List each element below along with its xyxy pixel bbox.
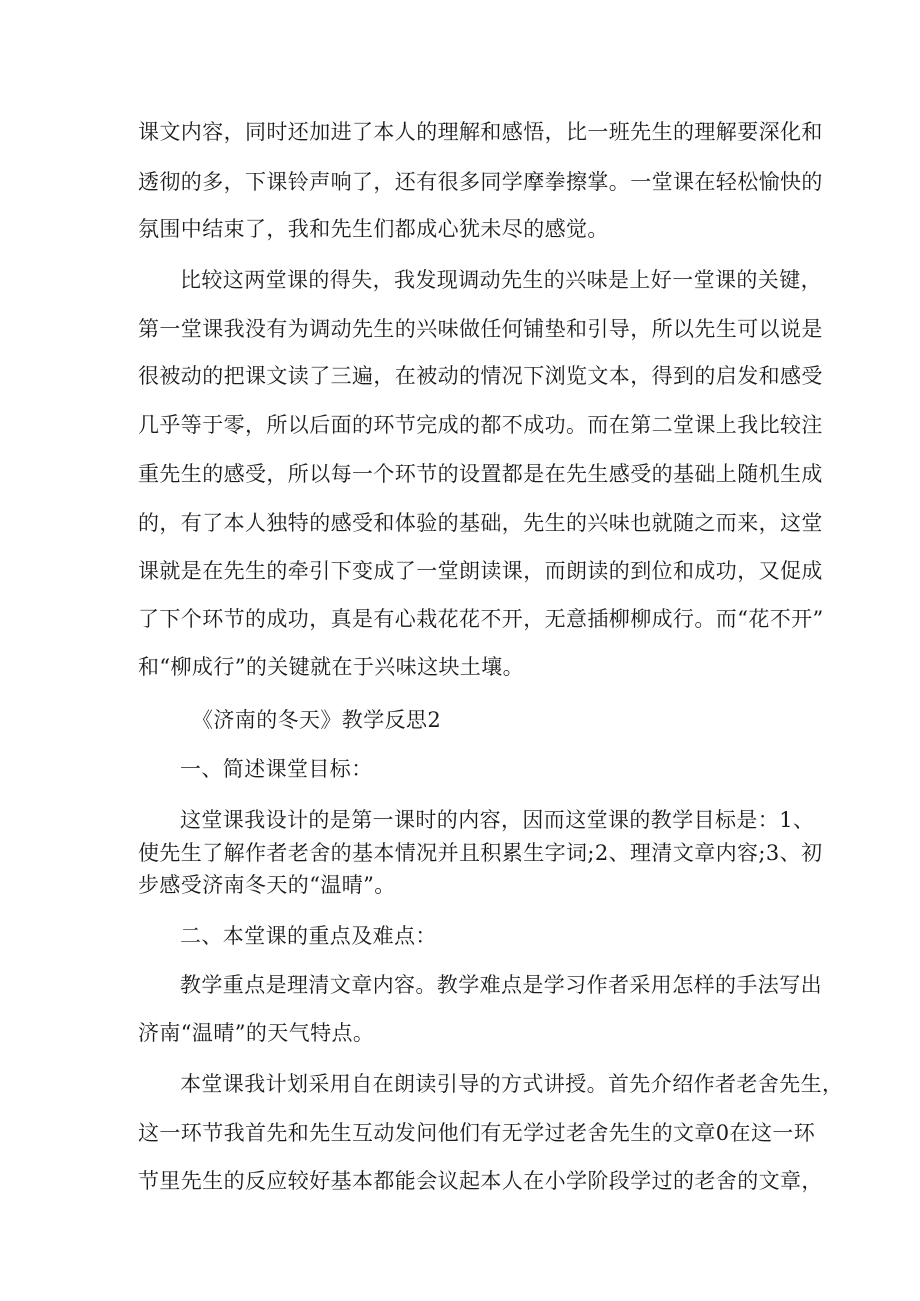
text-line: 课文内容，同时还加进了本人的理解和感悟，比一班先生的理解要深化和 [138,120,823,144]
text-line: 透彻的多，下课铃声响了，还有很多同学摩拳擦掌。一堂课在轻松愉快的 [138,170,823,194]
text-line: 济南“温晴”的天气特点。 [138,1021,375,1045]
section-heading: 一、简述课堂目标： [180,757,373,781]
text-line: 几乎等于零，所以后面的环节完成的都不成功。而在第二堂课上我比较注 [138,413,823,437]
text-line: 了下个环节的成功，真是有心栽花花不开，无意插柳柳成行。而“花不开” [138,607,824,631]
text-line: 步感受济南冬天的“温晴”。 [138,873,396,897]
text-line: 这堂课我设计的是第一课时的内容，因而这堂课的教学目标是：1、 [180,808,815,832]
text-line: 课就是在先生的牵引下变成了一堂朗读课，而朗读的到位和成功，又促成 [138,559,823,583]
text-line: 的，有了本人独特的感受和体验的基础，先生的兴味也就随之而来，这堂 [138,511,823,535]
text-line: 教学重点是理清文章内容。教学难点是学习作者采用怎样的手法写出 [180,973,822,997]
section-title: 《济南的冬天》教学反思2 [192,708,442,732]
text-line: 本堂课我计划采用自在朗读引导的方式讲授。首先介绍作者老舍先生， [180,1072,844,1096]
text-line: 使先生了解作者老舍的基本情况并且积累生字词;2、理清文章内容;3、初 [138,841,823,865]
text-line: 节里先生的反应较好基本都能会议起本人在小学阶段学过的老舍的文章， [138,1169,823,1193]
text-line: 和“柳成行”的关键就在于兴味这块土壤。 [138,655,525,679]
section-heading: 二、本堂课的重点及难点： [180,924,437,948]
text-line: 氛围中结束了，我和先生们都成心犹未尽的感觉。 [138,217,609,241]
text-line: 这一环节我首先和先生互动发问他们有无学过老舍先生的文章0在这一环 [138,1121,816,1145]
text-line: 很被动的把课文读了三遍，在被动的情况下浏览文本，得到的启发和感受 [138,364,823,388]
text-line: 重先生的感受，所以每一个环节的设置都是在先生感受的基础上随机生成 [138,462,823,486]
text-line: 第一堂课我没有为调动先生的兴味做任何铺垫和引导，所以先生可以说是 [138,317,823,341]
text-line: 比较这两堂课的得失，我发现调动先生的兴味是上好一堂课的关键， [180,268,822,292]
